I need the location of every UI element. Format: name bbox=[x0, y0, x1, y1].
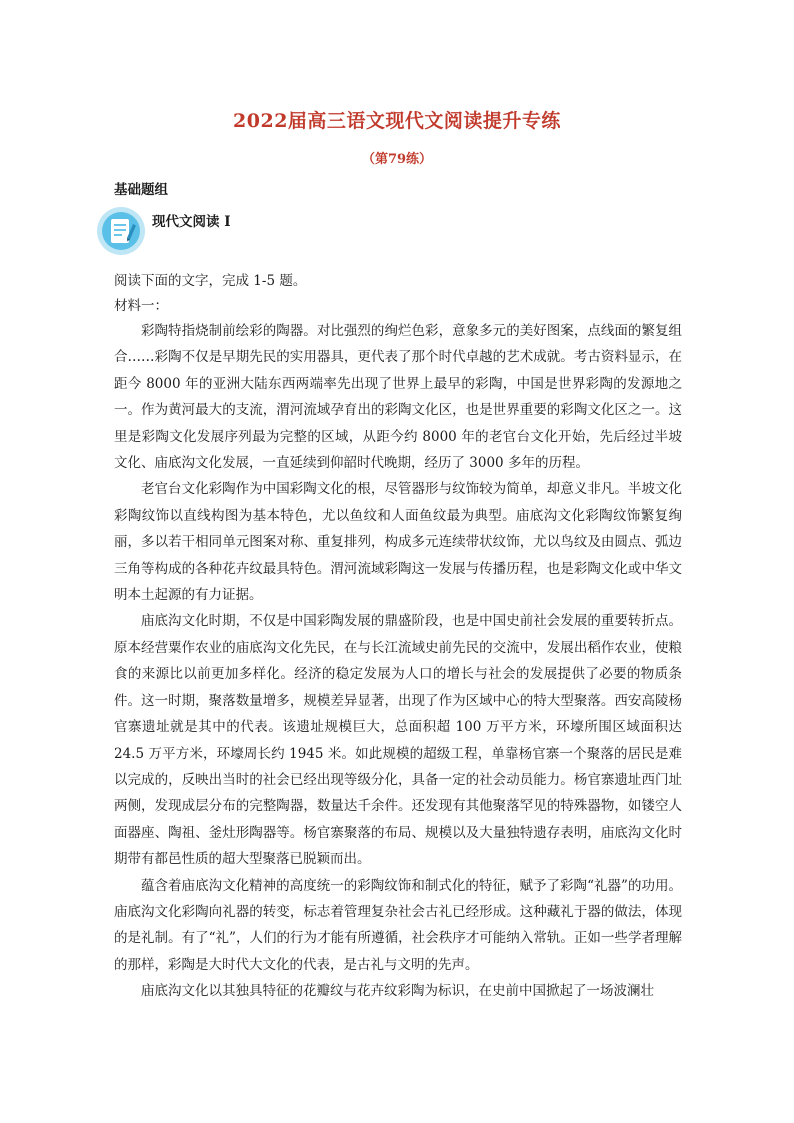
group-label: 基础题组 bbox=[114, 182, 168, 198]
paragraph: 庙底沟文化时期，不仅是中国彩陶发展的鼎盛阶段，也是中国史前社会发展的重要转折点。原本经营粟作农业的庙底沟文化先民，在与长江流域史前先民的交流中，发展出稻作农业，使粮食的来源比以前更加多样化。经济的稳定发展为人口的增长与社会的发展提供了必要的物质条件。这一时期，聚落数量增多，规模差异显著，出现了作为区域中心的特大型聚落。西安高陵杨官寨遗址就是其中的代表。该遗址规模巨大，总面积超 100 万平方米，环壕所围区域面积达 24.5 万平方米，环壕周长约 1945 米。如此规模的超级工程，单靠杨官寨一个聚落的居民是难以完成的，反映出当时的社会已经出现等级分化，具备一定的社会动员能力。杨官寨遗址西门址两侧，发现成层分布的完整陶器，数量达千余件。还发现有其他聚落罕见的特殊器物，如镂空人面器座、陶祖、釜灶形陶器等。杨官寨聚落的布局、规模以及大量独特遗存表明，庙底沟文化时期带有都邑性质的超大型聚落已脱颖而出。 bbox=[114, 613, 682, 868]
paragraph: 彩陶特指烧制前绘彩的陶器。对比强烈的绚烂色彩，意象多元的美好图案，点线面的繁复组合……彩陶不仅是早期先民的实用器具，更代表了那个时代卓越的艺术成就。考古资料显示，在距今 8000 年的亚洲大陆东西两端率先出现了世界上最早的彩陶，中国是世界彩陶的发源地之一。作为黄河最大的支流，渭河流域孕育出的彩陶文化区，也是世界重要的彩陶文化区之一。这里是彩陶文化发展序列最为完整的区域，从距今约 8000 年的老官台文化开始，先后经过半坡文化、庙底沟文化发展，一直延续到仰韶时代晚期，经历了 3000 多年的历程。 bbox=[114, 323, 682, 472]
paragraph: 蕴含着庙底沟文化精神的高度统一的彩陶纹饰和制式化的特征，赋予了彩陶“礼器”的功用。庙底沟文化彩陶向礼器的转变，标志着管理复杂社会古礼已经形成。这种藏礼于器的做法，体现的是礼制。有了“礼”，人们的行为才能有所遵循，社会秩序才可能纳入常轨。正如一些学者理解的那样，彩陶是大时代大文化的代表，是古礼与文明的先声。 bbox=[114, 877, 682, 973]
reading-instruction: 阅读下面的文字，完成 1-5 题。 bbox=[114, 273, 307, 289]
section-title: 现代文阅读 I bbox=[152, 214, 231, 230]
material-label: 材料一： bbox=[114, 298, 168, 314]
paragraph: 老官台文化彩陶作为中国彩陶文化的根，尽管器形与纹饰较为简单，却意义非凡。半坡文化彩陶纹饰以直线构图为基本特色，尤以鱼纹和人面鱼纹最为典型。庙底沟文化彩陶纹饰繁复绚丽，多以若干相同单元图案对称、重复排列，构成多元连续带状纹饰，尤以鸟纹及由圆点、弧边三角等构成的各种花卉纹最具特色。渭河流域彩陶这一发展与传播历程，也是彩陶文化或中华文明本土起源的有力证据。 bbox=[114, 481, 682, 604]
document-subtitle: （第79练） bbox=[361, 152, 433, 167]
reading-passage bbox=[114, 318, 682, 1005]
notebook-pen-icon bbox=[96, 206, 146, 256]
paragraph: 庙底沟文化以其独具特征的花瓣纹与花卉纹彩陶为标识，在史前中国掀起了一场波澜壮 bbox=[141, 983, 654, 1000]
document-title: 2022届高三语文现代文阅读提升专练 bbox=[233, 110, 561, 132]
